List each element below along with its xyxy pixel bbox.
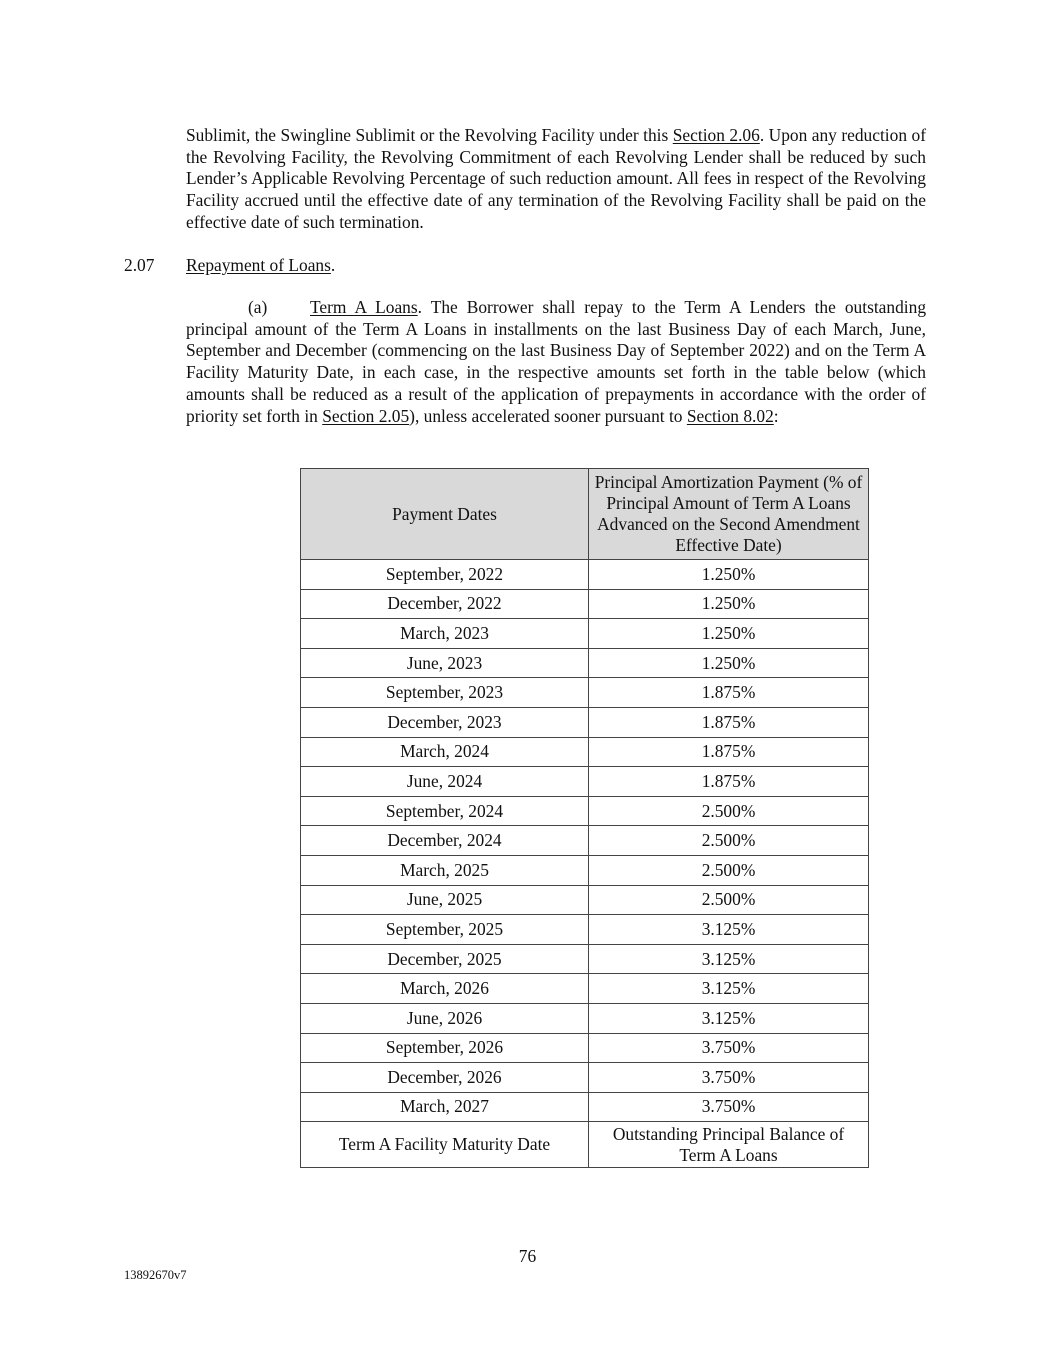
table-row <box>301 707 869 737</box>
payment-amount-cell: 1.875% <box>589 767 869 797</box>
payment-date-cell: September, 2025 <box>301 915 589 945</box>
payment-date-cell: March, 2024 <box>301 737 589 767</box>
payment-date-cell: December, 2025 <box>301 944 589 974</box>
payment-amount-cell: 2.500% <box>589 885 869 915</box>
section-2-06-ref: Section 2.06 <box>672 125 760 145</box>
table-row <box>301 648 869 678</box>
payment-date-cell: June, 2023 <box>301 648 589 678</box>
payment-date-cell: September, 2022 <box>301 560 589 590</box>
payment-amount-cell: 1.250% <box>589 560 869 590</box>
section-number: 2.07 <box>124 255 155 275</box>
payment-date-cell: March, 2023 <box>301 619 589 649</box>
table-row <box>301 619 869 649</box>
payment-date-cell: December, 2022 <box>301 589 589 619</box>
payment-amount-cell: 3.125% <box>589 944 869 974</box>
table-row <box>301 737 869 767</box>
payment-date-cell: Term A Facility Maturity Date <box>301 1122 589 1168</box>
payment-amount-cell: 1.250% <box>589 589 869 619</box>
payment-amount-cell: 1.250% <box>589 648 869 678</box>
payment-date-cell: September, 2024 <box>301 796 589 826</box>
section-8-02-ref: Section 8.02 <box>686 405 774 426</box>
section-2-05-ref: Section 2.05 <box>322 405 410 426</box>
payment-amount-cell: 2.500% <box>589 855 869 885</box>
table-row <box>301 767 869 797</box>
table-row <box>301 796 869 826</box>
table-row <box>301 1122 869 1168</box>
payment-date-cell: December, 2026 <box>301 1063 589 1093</box>
section-title: Repayment of Loans <box>186 255 331 275</box>
payment-amount-cell: 3.750% <box>589 1063 869 1093</box>
table-row <box>301 1063 869 1093</box>
payment-date-cell: December, 2023 <box>301 707 589 737</box>
continuation-paragraph: Sublimit, the Swingline Sublimit or the Revolving Facility under this Section 2.06. Upon any reduction of the Revolving Facility, the Revolving Commitment of each Revolving Lender shall be reduced by such Lender’s Applicable Revolving Percentage of such reduction amount. All fees in respect of the Revolving Facility accrued until the effective date of any termination of the Revolving Facility shall be paid on the effective date of such termination. <box>186 125 926 232</box>
subsection-heading: Term A Loans <box>310 297 418 317</box>
table-row <box>301 974 869 1004</box>
table-row <box>301 1092 869 1122</box>
payment-date-cell: June, 2024 <box>301 767 589 797</box>
table-row <box>301 589 869 619</box>
payment-date-cell: June, 2026 <box>301 1003 589 1033</box>
payment-date-cell: September, 2023 <box>301 678 589 708</box>
document-id: 13892670v7 <box>124 1268 187 1282</box>
payment-amount-cell: 3.750% <box>589 1092 869 1122</box>
payment-amount-cell: 1.875% <box>589 678 869 708</box>
table-row <box>301 1003 869 1033</box>
table-row <box>301 678 869 708</box>
payment-amount-cell: 1.875% <box>589 737 869 767</box>
payment-amount-cell: 2.500% <box>589 796 869 826</box>
payment-date-cell: March, 2026 <box>301 974 589 1004</box>
payment-date-cell: March, 2025 <box>301 855 589 885</box>
table-row <box>301 944 869 974</box>
table-header-row <box>301 469 869 560</box>
header-payment-dates: Payment Dates <box>301 469 589 560</box>
subsection-label: (a) <box>248 297 268 317</box>
payment-amount-cell: 1.250% <box>589 619 869 649</box>
payment-date-cell: March, 2027 <box>301 1092 589 1122</box>
payment-amount-cell: 1.875% <box>589 707 869 737</box>
table-row <box>301 855 869 885</box>
payment-amount-cell: 3.750% <box>589 1033 869 1063</box>
table-row <box>301 1033 869 1063</box>
page-number: 76 <box>518 1246 537 1266</box>
subsection-a-paragraph: (a) Term A Loans. The Borrower shall repay to the Term A Lenders the outstanding principal amount of the Term A Loans in installments on the last Business Day of each March, June, September and December (commencing on the last Business Day of September 2022) and on the Term A Facility Maturity Date, in each case, in the respective amounts set forth in the table below (which amounts shall be reduced as a result of the application of prepayments in accordance with the order of priority set forth in Section 2.05), unless accelerated sooner pursuant to Section 8.02: <box>186 297 927 426</box>
table-row <box>301 915 869 945</box>
payment-amount-cell: 3.125% <box>589 974 869 1004</box>
table-row <box>301 885 869 915</box>
amortization-table <box>300 468 869 1168</box>
payment-amount-cell: 3.125% <box>589 1003 869 1033</box>
payment-amount-cell: 3.125% <box>589 915 869 945</box>
payment-amount-cell: 2.500% <box>589 826 869 856</box>
header-amortization-payment: Principal Amortization Payment (% of Principal Amount of Term A Loans Advanced on the Second Amendment Effective Date) <box>589 469 869 560</box>
payment-date-cell: December, 2024 <box>301 826 589 856</box>
table-row <box>301 560 869 590</box>
table-row <box>301 826 869 856</box>
payment-amount-cell: Outstanding Principal Balance of Term A Loans <box>589 1122 869 1168</box>
section-heading: 2.07 Repayment of Loans. <box>124 255 336 275</box>
payment-date-cell: September, 2026 <box>301 1033 589 1063</box>
payment-date-cell: June, 2025 <box>301 885 589 915</box>
